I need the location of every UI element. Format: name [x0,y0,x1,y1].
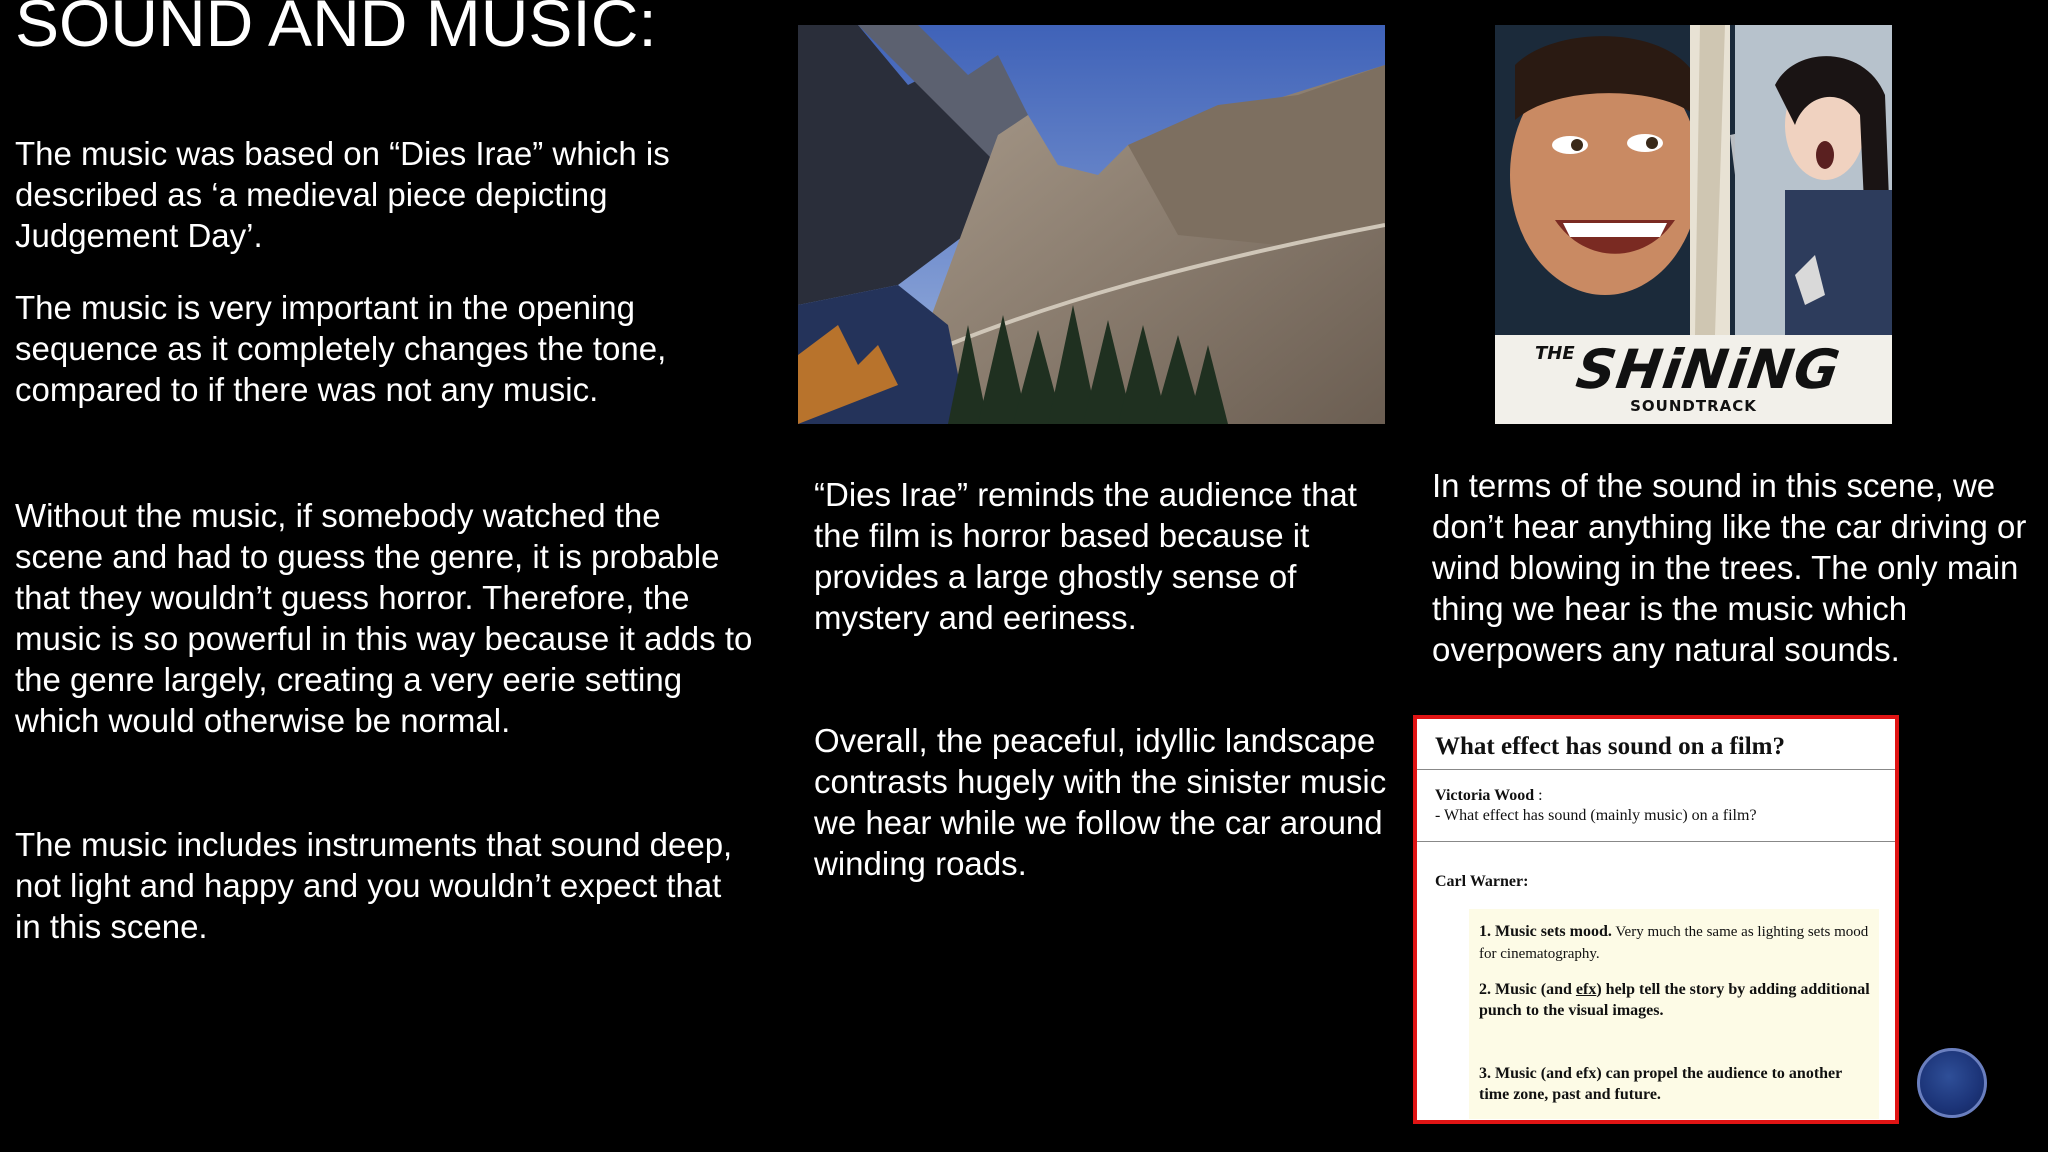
qa-answer-2-a: 2. Music (and [1479,981,1576,998]
paragraph-dies-irae-reminds: “Dies Irae” reminds the audience that the film is horror based because it provides a large ghostly sense of mystery and eeriness. [814,476,1357,636]
qa-person-victoria-name: Victoria Wood [1435,787,1535,804]
qa-answer-1-bold: 1. Music sets mood. [1479,923,1612,940]
qa-answer-2 [1479,979,1874,1021]
paragraph-overall-contrast: Overall, the peaceful, idyllic landscape contrasts hugely with the sinister music we hear while we follow the car around winding roads. [814,722,1387,882]
slide-title: SOUND AND MUSIC: [15,0,657,60]
poster-the-text: THE [1535,343,1575,364]
shining-soundtrack-poster [1495,25,1892,424]
poster-title-text: SHiNiNG [1572,338,1845,401]
qa-divider [1417,769,1895,770]
paragraph-dies-irae-origin: The music was based on “Dies Irae” which is described as ‘a medieval piece depicting Judgement Day’. [15,135,670,254]
paragraph-instruments: The music includes instruments that sound deep, not light and happy and you wouldn’t expect that in this scene. [15,826,733,945]
paragraph-sound-in-scene: In terms of the sound in this scene, we don’t hear anything like the car driving or wind blowing in the trees. The only main thing we hear is the music which overpowers any natural sounds. [1432,467,2027,668]
paragraph-without-music: Without the music, if somebody watched the scene and had to guess the genre, it is probable that they wouldn’t guess horror. Therefore, the music is so powerful in this way because it adds to the genre largely, creating a very eerie setting which would otherwise be normal. [15,497,753,739]
qa-answer-1 [1479,921,1874,965]
qa-person-carl: Carl Warner: [1435,873,1529,890]
qa-answer-1-rest: Very much the same as lighting sets mood for cinematography. [1479,924,1869,962]
poster-subtitle-text: SOUNDTRACK [1630,397,1757,415]
qa-answer-2-b: ) help tell the story by adding additional punch to the visual images. [1479,981,1870,1019]
qa-person-victoria [1435,787,1543,805]
qa-answer-3: 3. Music (and efx) can propel the audience to another time zone, past and future. [1479,1065,1842,1103]
mountain-road-image [798,25,1385,424]
paragraph-music-importance: The music is very important in the opening sequence as it completely changes the tone, compared to if there was not any music. [15,289,667,408]
sound-effect-qa-card [1413,715,1899,1124]
qa-heading: What effect has sound on a film? [1435,733,1786,760]
qa-person-victoria-colon: : [1534,787,1543,804]
qa-question: - What effect has sound (mainly music) on a film? [1435,807,1757,824]
circle-nav-button[interactable] [1917,1048,1987,1118]
qa-divider [1417,841,1895,842]
qa-answer-2-efx: efx [1575,981,1597,998]
qa-answer-box [1469,909,1879,1119]
